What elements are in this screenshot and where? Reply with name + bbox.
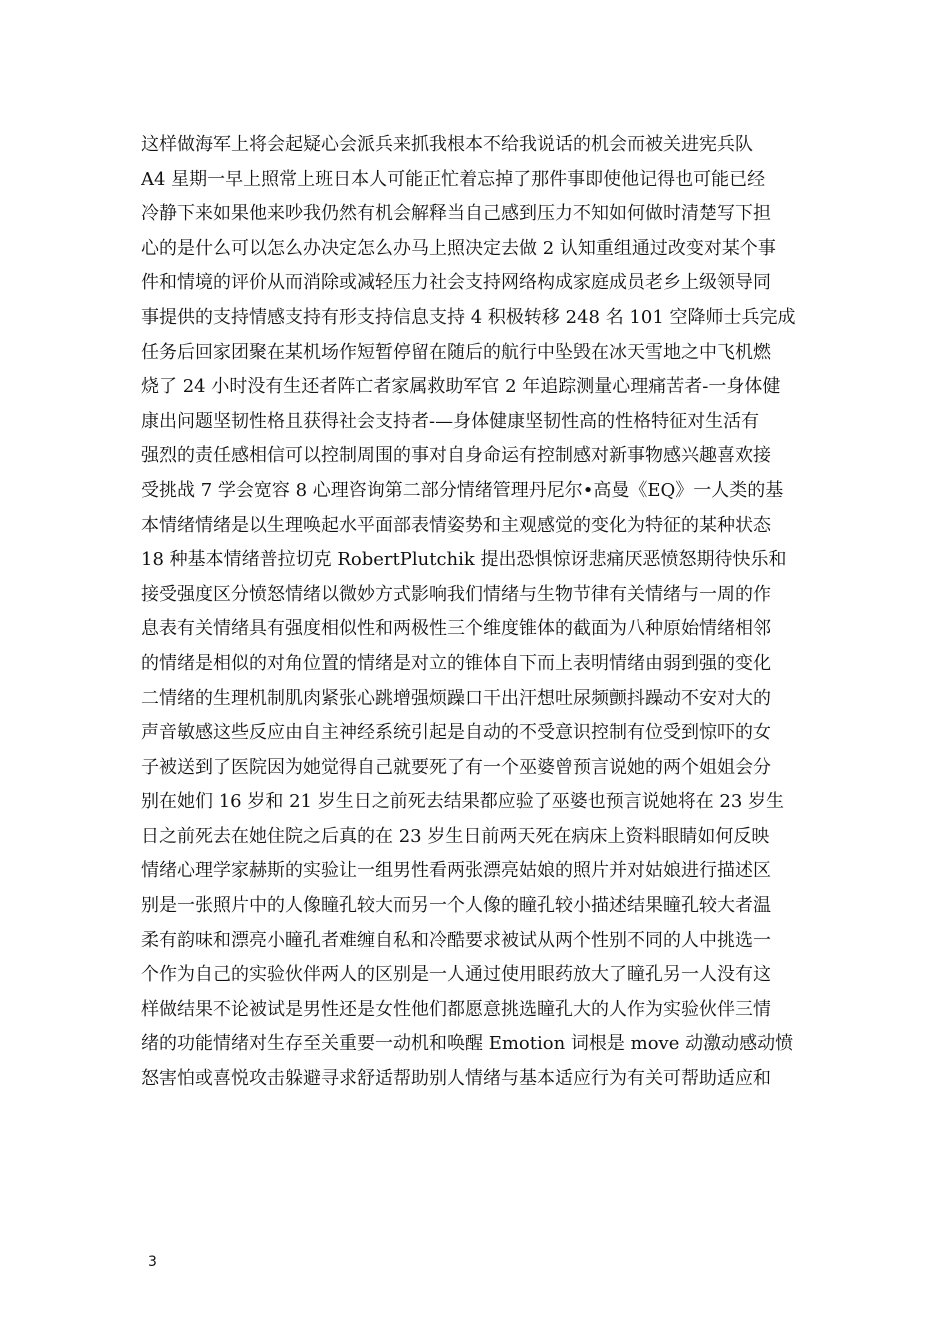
text-line: 日之前死去在她住院之后真的在 23 岁生日前两天死在病床上资料眼睛如何反映: [141, 825, 770, 847]
text-line: 接受强度区分愤怒情绪以微妙方式影响我们情绪与生物节律有关情绪与一周的作: [141, 583, 771, 605]
text-line: 别在她们 16 岁和 21 岁生日之前死去结果都应验了巫婆也预言说她将在 23 岁生: [141, 791, 785, 813]
text-line: 18 种基本情绪普拉切克 RobertPlutchik 提出恐惧惊讶悲痛厌恶愤怒期待快乐和: [141, 549, 787, 571]
text-line: 个作为自己的实验伙伴两人的区别是一人通过使用眼药放大了瞳孔另一人没有这: [141, 964, 771, 986]
text-line: 件和情境的评价从而消除或减轻压力社会支持网络构成家庭成员老乡上级领导同: [141, 272, 771, 294]
text-line: 受挑战 7 学会宽容 8 心理咨询第二部分情绪管理丹尼尔•高曼《EQ》一人类的基: [141, 479, 784, 501]
text-line: 息表有关情绪具有强度相似性和两极性三个维度锥体的截面为八种原始情绪相邻: [141, 618, 771, 640]
text-line: 怒害怕或喜悦攻击躲避寻求舒适帮助别人情绪与基本适应行为有关可帮助适应和: [141, 1068, 771, 1090]
text-line: 样做结果不论被试是男性还是女性他们都愿意挑选瞳孔大的人作为实验伙伴三情: [141, 998, 771, 1020]
text-line: 的情绪是相似的对角位置的情绪是对立的锥体自下而上表明情绪由弱到强的变化: [141, 652, 771, 674]
text-line: 情绪心理学家赫斯的实验让一组男性看两张漂亮姑娘的照片并对姑娘进行描述区: [141, 860, 771, 882]
text-line: 绪的功能情绪对生存至关重要一动机和唤醒 Emotion 词根是 move 动激动感动愤: [141, 1033, 794, 1055]
text-line: 声音敏感这些反应由自主神经系统引起是自动的不受意识控制有位受到惊吓的女: [141, 722, 771, 744]
page-number: 3: [148, 1254, 157, 1270]
text-line: 任务后回家团聚在某机场作短暂停留在随后的航行中坠毁在冰天雪地之中飞机燃: [141, 341, 771, 363]
text-line: 这样做海军上将会起疑心会派兵来抓我根本不给我说话的机会而被关进宪兵队: [141, 134, 753, 155]
text-line: 别是一张照片中的人像瞳孔较大而另一个人像的瞳孔较小描述结果瞳孔较大者温: [141, 895, 771, 917]
text-line: 柔有韵味和漂亮小瞳孔者难缠自私和冷酷要求被试从两个性别不同的人中挑选一: [141, 929, 771, 951]
text-line: 康出问题坚韧性格且获得社会支持者-—身体健康坚韧性高的性格特征对生活有: [141, 410, 760, 432]
text-line: A4 星期一早上照常上班日本人可能正忙着忘掉了那件事即使他记得也可能已经: [141, 168, 766, 190]
text-line: 强烈的责任感相信可以控制周围的事对自身命运有控制感对新事物感兴趣喜欢接: [141, 445, 771, 467]
text-line: 本情绪情绪是以生理唤起水平面部表情姿势和主观感觉的变化为特征的某种状态: [141, 514, 771, 536]
text-line: 事提供的支持情感支持有形支持信息支持 4 积极转移 248 名 101 空降师士兵完成: [141, 306, 796, 328]
text-line: 烧了 24 小时没有生还者阵亡者家属救助军官 2 年追踪测量心理痛苦者-一身体健: [141, 376, 781, 398]
text-line: 二情绪的生理机制肌肉紧张心跳增强烦躁口干出汗想吐尿频颤抖躁动不安对大的: [141, 687, 771, 709]
text-line: 心的是什么可以怎么办决定怎么办马上照决定去做 2 认知重组通过改变对某个事: [141, 237, 776, 259]
text-line: 冷静下来如果他来吵我仍然有机会解释当自己感到压力不知如何做时清楚写下担: [141, 203, 771, 225]
body-text: [141, 128, 813, 1097]
text-line: 子被送到了医院因为她觉得自己就要死了有一个巫婆曾预言说她的两个姐姐会分: [141, 756, 771, 778]
